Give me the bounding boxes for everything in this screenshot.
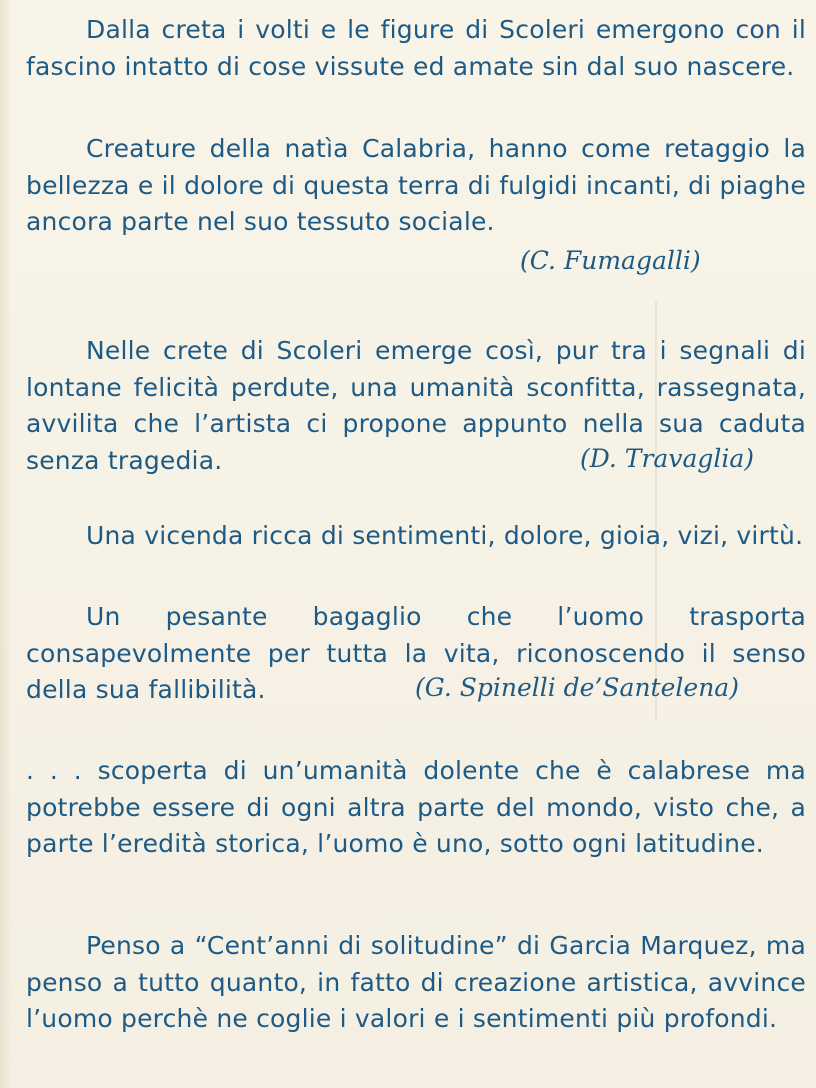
paragraph-6: . . . scoperta di un’umanità dolente che è calabrese ma potrebbe essere di ogni altra parte del mondo, visto che, a parte l’eredità storica, l’uomo è uno, sotto ogni latitudine. [26,756,806,858]
signature-travaglia: (D. Travaglia) [580,444,755,473]
paragraph-3: Nelle crete di Scoleri emerge così, pur tra i segnali di lontane felicità perdute, una umanità sconfitta, rassegnata, avvilita che l’artista ci propone appunto nella sua caduta senza tragedia. [26,336,806,475]
paragraph-5: Un pesante bagaglio che l’uomo trasporta consapevolmente per tutta la vita, riconoscendo il senso della sua fallibilità. [26,602,806,704]
paragraph-1: Dalla creta i volti e le figure di Scoleri emergono con il fascino intatto di cose vissute ed amate sin dal suo nascere. [26,15,806,81]
paragraph-2: Creature della natìa Calabria, hanno come retaggio la bellezza e il dolore di questa terra di fulgidi incanti, di piaghe ancora parte nel suo tessuto sociale. [26,134,806,236]
signature-spinelli: (G. Spinelli de’Santelena) [415,673,739,702]
paragraph-4: Una vicenda ricca di sentimenti, dolore, gioia, vizi, virtù. [86,521,804,550]
paragraph-7: Penso a “Cent’anni di solitudine” di Garcia Marquez, ma penso a tutto quanto, in fatto di creazione artistica, avvince l’uomo perchè ne coglie i valori e i sentimenti più profondi. [26,931,806,1033]
page-spine-shadow [0,0,12,1088]
signature-fumagalli: (C. Fumagalli) [520,246,701,275]
